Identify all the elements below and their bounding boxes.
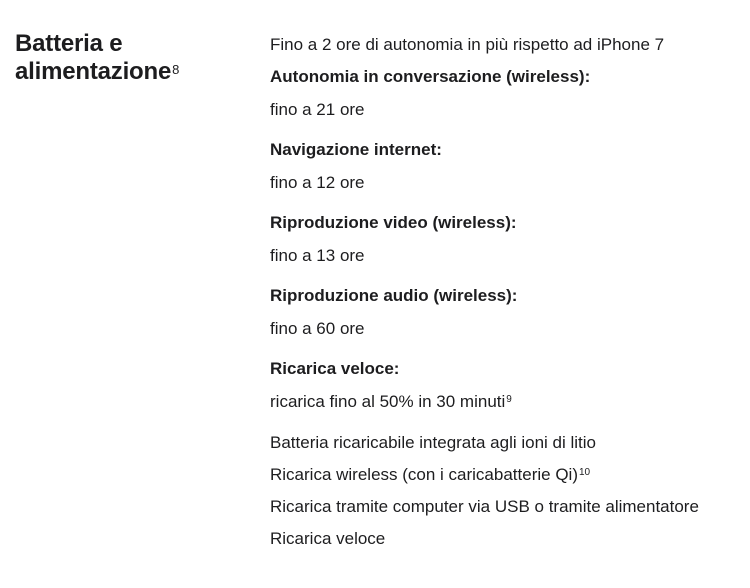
footnote-link[interactable]: 10 bbox=[578, 467, 591, 478]
spec-value: fino a 13 ore bbox=[270, 246, 365, 265]
feature-item: Batteria ricaricabile integrata agli ioni di litio bbox=[270, 433, 596, 452]
feature-item: Ricarica veloce bbox=[270, 529, 386, 548]
spec-item-fast-charge bbox=[270, 358, 740, 413]
spec-label: Ricarica veloce: bbox=[270, 359, 400, 378]
spec-content bbox=[270, 34, 740, 560]
spec-item-talk-time bbox=[270, 66, 740, 121]
spec-label: Navigazione internet: bbox=[270, 140, 442, 159]
spec-label: Autonomia in conversazione (wireless): bbox=[270, 67, 591, 86]
spec-value: fino a 21 ore bbox=[270, 100, 365, 119]
section-title-line1: Batteria e bbox=[15, 30, 123, 57]
spec-label: Riproduzione audio (wireless): bbox=[270, 286, 518, 305]
feature-item bbox=[270, 464, 740, 486]
spec-value: fino a 60 ore bbox=[270, 319, 365, 338]
spec-item-audio bbox=[270, 285, 740, 340]
title-footnote-link[interactable]: 8 bbox=[172, 62, 180, 77]
section-title-line2: alimentazione bbox=[15, 58, 172, 85]
footnote-link[interactable]: 9 bbox=[506, 394, 512, 405]
spec-item-video bbox=[270, 212, 740, 267]
spec-value-text: ricarica fino al 50% in 30 minuti bbox=[270, 392, 506, 411]
intro-text: Fino a 2 ore di autonomia in più rispetto ad iPhone 7 bbox=[270, 35, 665, 54]
section-title bbox=[15, 30, 235, 86]
spec-label: Riproduzione video (wireless): bbox=[270, 213, 517, 232]
feature-text: Ricarica wireless (con i caricabatterie Qi) bbox=[270, 465, 578, 484]
spec-item-internet bbox=[270, 139, 740, 194]
feature-list bbox=[270, 432, 740, 550]
spec-value: fino a 12 ore bbox=[270, 173, 365, 192]
spec-value bbox=[270, 391, 740, 413]
feature-item: Ricarica tramite computer via USB o tramite alimentatore bbox=[270, 497, 699, 516]
